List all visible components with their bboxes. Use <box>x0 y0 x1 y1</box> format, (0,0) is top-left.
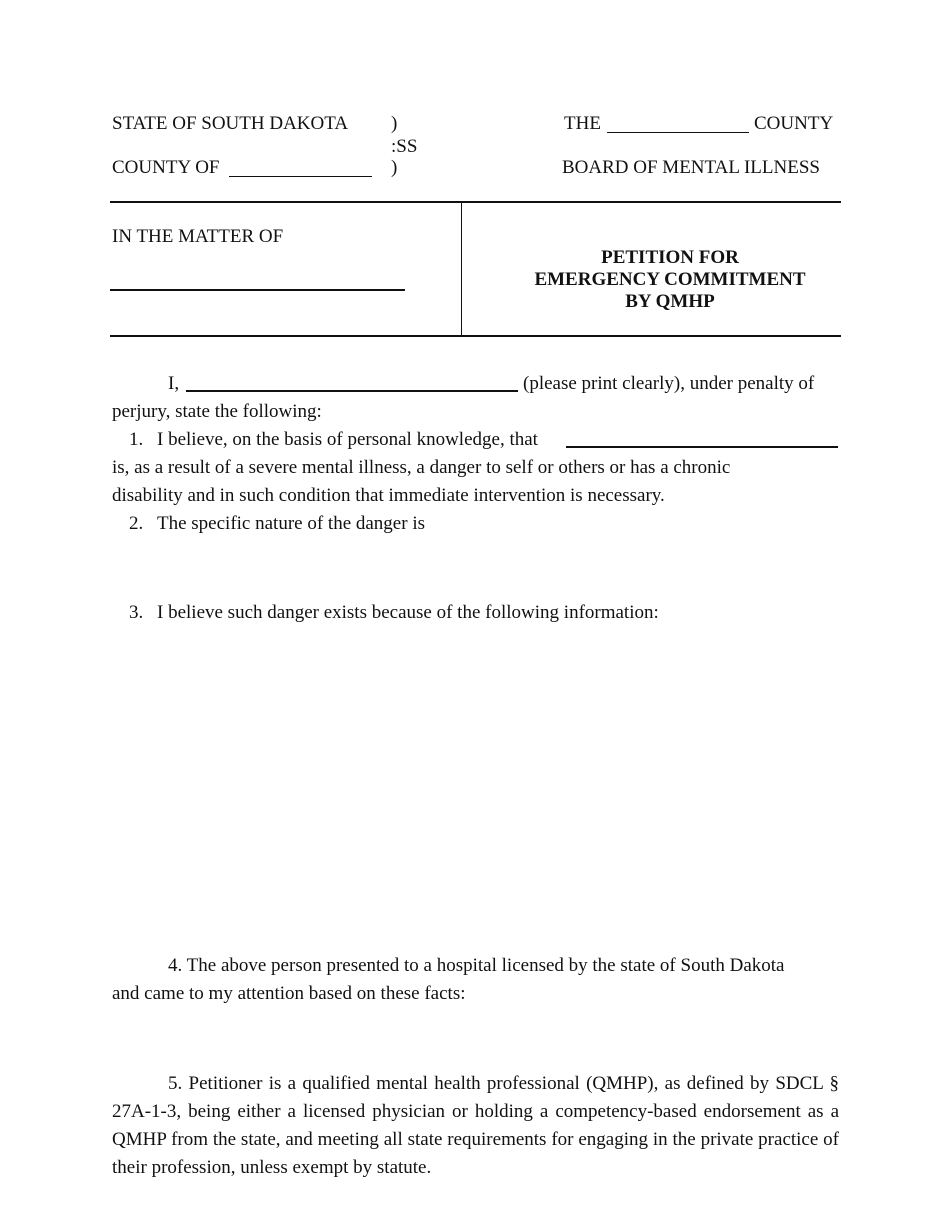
caption-ss: :SS <box>391 136 418 157</box>
county-label: COUNTY <box>754 113 834 134</box>
item3-text: I believe such danger exists because of the following information: <box>157 602 659 623</box>
item1-continuation-1: is, as a result of a severe mental illness, a danger to self or others or has a chronic <box>112 457 731 478</box>
the-label: THE <box>564 113 601 134</box>
intro-line-2: perjury, state the following: <box>112 401 322 422</box>
matter-label: IN THE MATTER OF <box>112 226 284 247</box>
item1-continuation-2: disability and in such condition that immediate intervention is necessary. <box>112 485 665 506</box>
title-line-3: BY QMHP <box>625 291 715 312</box>
item4-line-1: 4. The above person presented to a hospital licensed by the state of South Dakota <box>168 955 785 976</box>
caption-paren-top: ) <box>391 113 398 134</box>
item2-text: The specific nature of the danger is <box>157 513 425 534</box>
document-title <box>462 247 878 313</box>
item5-paragraph: 5. Petitioner is a qualified mental health professional (QMHP), as defined by SDCL § 27A-1-3, being either a licensed physician or holding a competency-based endorsement as a QMHP from the state, and meeting all state requirements for engaging in the private practice of their profession, unless exempt by statute. <box>112 1073 839 1178</box>
item2-number: 2. <box>129 513 144 534</box>
state-label: STATE OF SOUTH DAKOTA <box>112 113 349 134</box>
board-label: BOARD OF MENTAL ILLNESS <box>562 157 820 178</box>
intro-rest: (please print clearly), under penalty of <box>523 373 815 394</box>
person-name-blank[interactable] <box>566 446 838 448</box>
intro-i: I, <box>168 373 180 394</box>
title-line-2: EMERGENCY COMMITMENT <box>534 269 806 290</box>
caption-paren-bottom: ) <box>391 157 398 178</box>
item1-number: 1. <box>129 429 144 450</box>
matter-box-top-rule <box>110 201 841 203</box>
respondent-name-blank[interactable] <box>110 289 405 291</box>
petitioner-name-blank[interactable] <box>186 390 518 392</box>
item1-text: I believe, on the basis of personal knowledge, that <box>157 429 538 450</box>
county-name-blank[interactable] <box>607 132 749 133</box>
county-of-blank[interactable] <box>229 176 372 177</box>
county-of-label: COUNTY OF <box>112 157 220 178</box>
matter-box-bottom-rule <box>110 335 841 337</box>
item3-number: 3. <box>129 602 144 623</box>
item4-line-2: and came to my attention based on these facts: <box>112 983 466 1004</box>
title-line-1: PETITION FOR <box>601 247 739 268</box>
